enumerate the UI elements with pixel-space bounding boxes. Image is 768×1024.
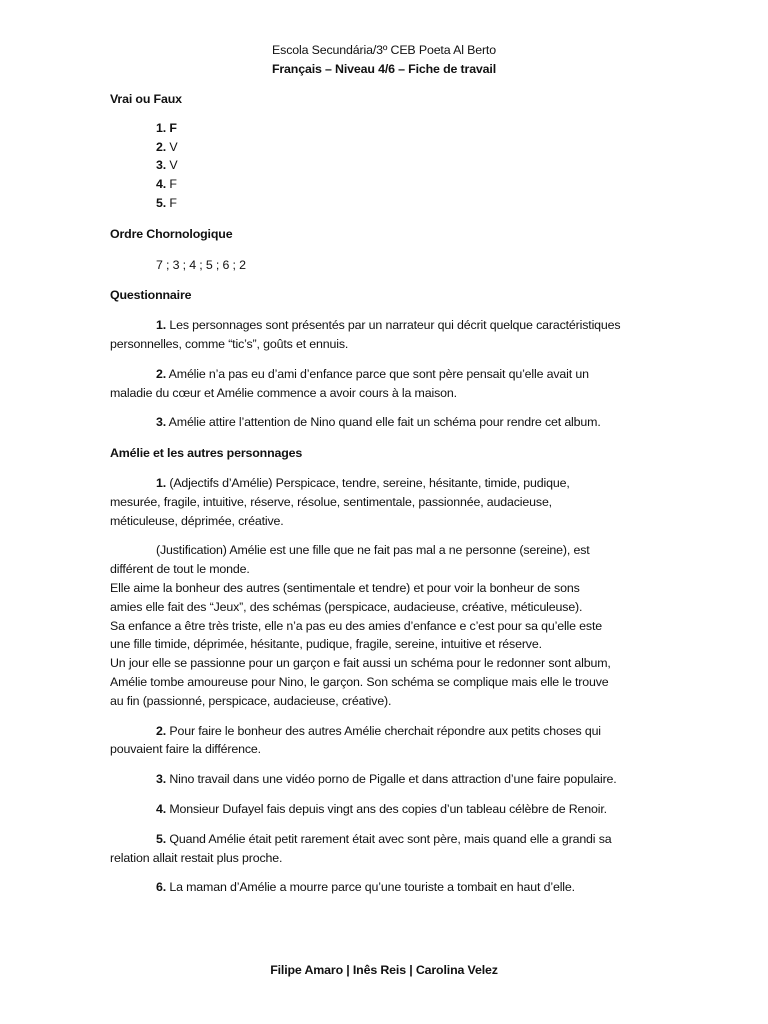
justification-text: Amélie tombe amoureuse pour Nino, le garçon. Son schéma se complique mais elle le trouve [110, 674, 609, 689]
answer-text: Pour faire le bonheur des autres Amélie cherchait répondre aux petits choses qui [169, 723, 601, 738]
item-number: 5. [156, 195, 167, 210]
justification-text: (Justification) Amélie est une fille que ne fait pas mal a ne personne (sereine), est [156, 543, 590, 558]
list-item [110, 138, 658, 157]
personnages-answer-5 [110, 830, 658, 868]
ordre-sequence: 7 ; 3 ; 4 ; 5 ; 6 ; 2 [156, 257, 246, 272]
answer-text: Nino travail dans une vidéo porno de Pigalle et dans attraction d’une faire populaire. [169, 772, 617, 787]
list-item [110, 156, 658, 175]
answer-text: maladie du cœur et Amélie commence a avoir cours à la maison. [110, 385, 457, 400]
item-answer: V [169, 139, 178, 154]
answer-number: 4. [156, 801, 167, 816]
vrai-faux-list [110, 119, 658, 213]
answer-number: 1. [156, 475, 167, 490]
section-heading-ordre: Ordre Chornologique [110, 226, 233, 241]
item-number: 3. [156, 158, 167, 173]
item-answer: F [169, 195, 177, 210]
answer-text: Quand Amélie était petit rarement était avec sont père, mais quand elle a grandi sa [169, 831, 612, 846]
personnages-answer-1 [110, 474, 658, 530]
personnages-answer-3 [110, 770, 658, 789]
questionnaire-answer-2 [110, 365, 658, 403]
answer-number: 2. [156, 366, 167, 381]
answer-text: Amélie attire l’attention de Nino quand elle fait un schéma pour rendre cet album. [168, 415, 601, 430]
section-heading-questionnaire: Questionnaire [110, 288, 192, 303]
answer-text: Amélie n’a pas eu d’ami d’enfance parce que sont père pensait qu’elle avait un [168, 366, 589, 381]
justification-text: amies elle fait des “Jeux”, des schémas (perspicace, audacieuse, créative, méticuleuse). [110, 599, 583, 614]
justification-text: Sa enfance a être très triste, elle n’a pas eu des amies d’enfance e c’est pour sa qu’elle este [110, 618, 603, 633]
item-answer: F [169, 120, 177, 135]
personnages-answer-2 [110, 722, 658, 760]
answer-number: 6. [156, 880, 167, 895]
section-heading-vrai-faux: Vrai ou Faux [110, 92, 182, 106]
answer-text: mesurée, fragile, intuitive, réserve, résolue, sentimentale, passionnée, audacieuse, [110, 494, 552, 509]
document-body [110, 90, 658, 897]
answer-text: Monsieur Dufayel fais depuis vingt ans des copies d’un tableau célèbre de Renoir. [169, 801, 607, 816]
item-answer: F [169, 177, 177, 192]
answer-number: 1. [156, 318, 167, 333]
questionnaire-answer-1 [110, 316, 658, 354]
list-item [110, 175, 658, 194]
questionnaire-answer-3 [110, 413, 658, 432]
answer-text: Les personnages sont présentés par un narrateur qui décrit quelque caractéristiques [169, 318, 621, 333]
document-header [0, 41, 768, 79]
authors-line: Filipe Amaro | Inês Reis | Carolina Velez [270, 963, 498, 977]
list-item [110, 194, 658, 213]
justification-paragraph [110, 541, 658, 710]
answer-text: pouvaient faire la différence. [110, 742, 261, 757]
answer-text: (Adjectifs d’Amélie) Perspicace, tendre, sereine, hésitante, timide, pudique, [169, 475, 570, 490]
justification-text: une fille timide, déprimée, hésitante, pudique, fragile, sereine, intuitive et réserve. [110, 637, 542, 652]
answer-number: 2. [156, 723, 167, 738]
answer-number: 3. [156, 772, 167, 787]
answer-text: relation allait restait plus proche. [110, 850, 283, 865]
item-number: 4. [156, 177, 167, 192]
personnages-answer-4 [110, 800, 658, 819]
answer-text: La maman d’Amélie a mourre parce qu’une touriste a tombait en haut d’elle. [169, 880, 575, 895]
justification-text: au fin (passionné, perspicace, audacieuse, créative). [110, 693, 392, 708]
justification-text: Un jour elle se passionne pour un garçon e fait aussi un schéma pour le redonner sont album, [110, 656, 611, 671]
personnages-answer-6 [110, 878, 658, 897]
answer-number: 3. [156, 415, 167, 430]
justification-text: Elle aime la bonheur des autres (sentimentale et tendre) et pour voir la bonheur de sons [110, 580, 580, 595]
document-footer [0, 963, 768, 977]
section-heading-personnages: Amélie et les autres personnages [110, 446, 303, 461]
worksheet-title: Français – Niveau 4/6 – Fiche de travail [271, 62, 497, 76]
item-answer: V [169, 158, 178, 173]
list-item [110, 119, 658, 138]
item-number: 2. [156, 139, 167, 154]
answer-number: 5. [156, 831, 167, 846]
answer-text: méticuleuse, déprimée, créative. [110, 513, 284, 528]
school-name: Escola Secundária/3º CEB Poeta Al Berto [272, 43, 496, 57]
justification-text: différent de tout le monde. [110, 562, 250, 577]
answer-text: personnelles, comme “tic’s”, goûts et ennuis. [110, 336, 349, 351]
item-number: 1. [156, 120, 167, 135]
